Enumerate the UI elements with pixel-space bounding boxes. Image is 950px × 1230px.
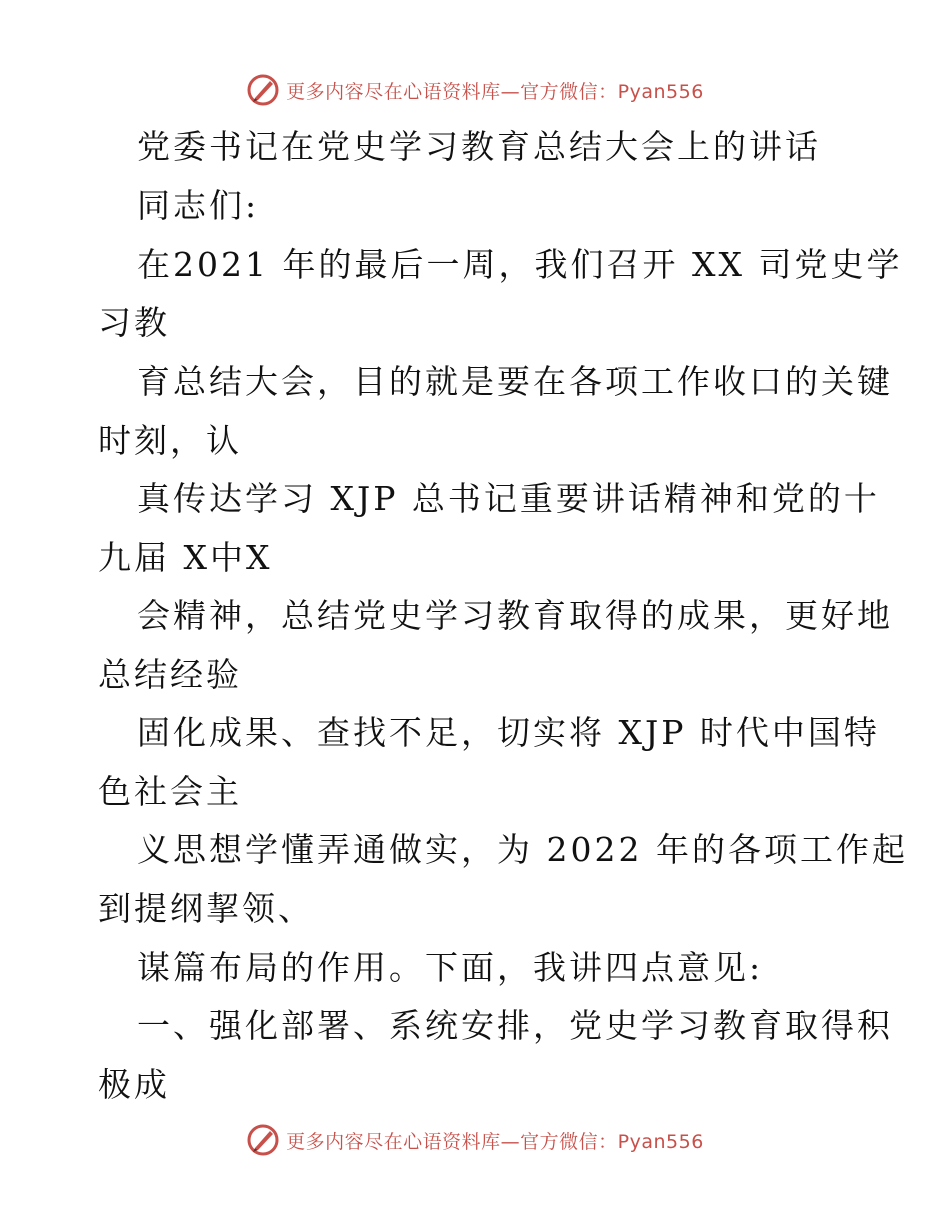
paragraph-line: 色社会主 bbox=[98, 772, 242, 811]
section-heading-line: 一、强化部署、系统安排，党史学习教育取得积 bbox=[137, 1006, 893, 1045]
quill-pen-logo-icon bbox=[246, 1123, 280, 1157]
document-title: 党委书记在党史学习教育总结大会上的讲话 bbox=[137, 127, 821, 166]
paragraph-line: 总结经验 bbox=[98, 655, 242, 694]
watermark-text: 更多内容尽在心语资料库—官方微信：Pyan556 bbox=[286, 1130, 704, 1153]
paragraph-line: 育总结大会，目的就是要在各项工作收口的关键 bbox=[137, 362, 893, 401]
paragraph-line: 到提纲挈领、 bbox=[98, 889, 314, 928]
quill-pen-logo-icon bbox=[246, 73, 280, 107]
salutation: 同志们: bbox=[137, 186, 260, 225]
paragraph-line: 固化成果、查找不足，切实将 XJP 时代中国特 bbox=[137, 713, 880, 752]
paragraph-line: 九届 X中X bbox=[98, 538, 273, 577]
header-watermark bbox=[0, 70, 950, 110]
paragraph-line: 习教 bbox=[98, 303, 170, 342]
paragraph-line: 义思想学懂弄通做实，为 2022 年的各项工作起 bbox=[137, 830, 908, 869]
footer-watermark bbox=[0, 1120, 950, 1160]
paragraph-line: 谋篇布局的作用。下面，我讲四点意见: bbox=[137, 948, 764, 987]
paragraph-line: 在2021 年的最后一周，我们召开 XX 司党史学 bbox=[137, 245, 903, 284]
watermark-text: 更多内容尽在心语资料库—官方微信：Pyan556 bbox=[286, 80, 704, 103]
paragraph-line: 真传达学习 XJP 总书记重要讲话精神和党的十 bbox=[137, 479, 880, 518]
paragraph-line: 时刻，认 bbox=[98, 421, 242, 460]
section-heading-line: 极成 bbox=[98, 1065, 170, 1104]
paragraph-line: 会精神，总结党史学习教育取得的成果，更好地 bbox=[137, 596, 893, 635]
